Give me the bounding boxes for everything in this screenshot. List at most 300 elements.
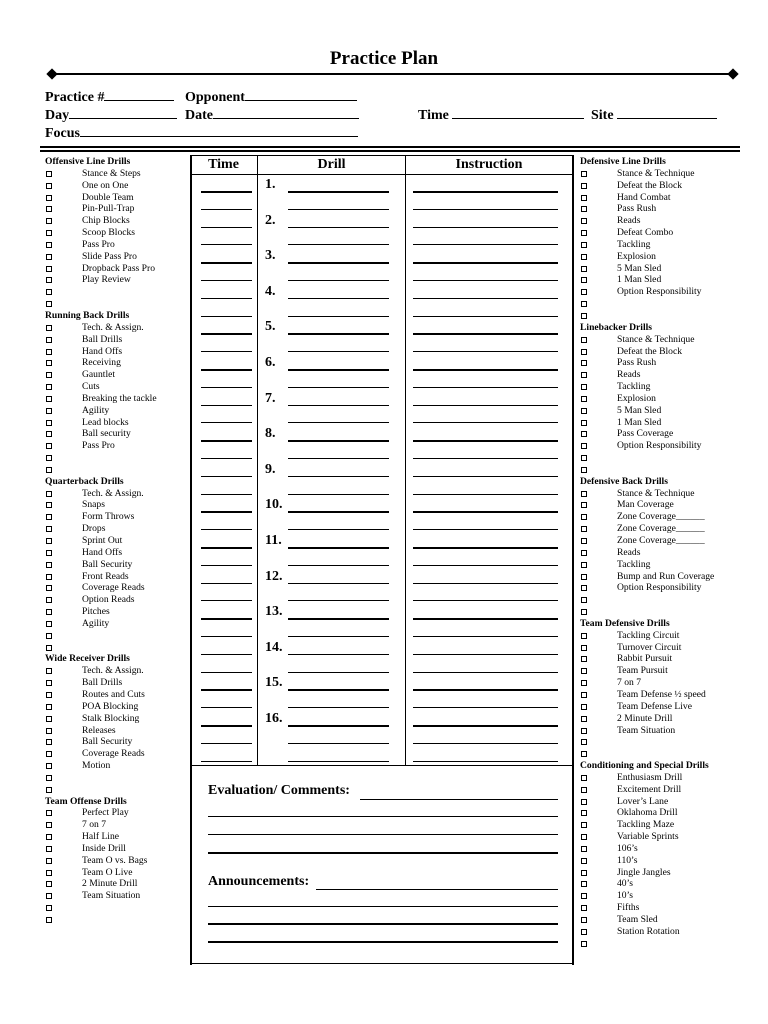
drill-checklist-item[interactable] — [580, 665, 740, 677]
checkbox-icon[interactable] — [46, 881, 52, 887]
checkbox-icon[interactable] — [46, 420, 52, 426]
drill-checklist-item[interactable] — [45, 784, 185, 796]
drill-checklist-item[interactable] — [580, 547, 740, 559]
drill-checklist-item[interactable] — [45, 381, 185, 393]
drill-checklist-item[interactable] — [580, 417, 740, 429]
checkbox-icon[interactable] — [46, 254, 52, 260]
drill-checklist-item[interactable] — [580, 819, 740, 831]
checkbox-icon[interactable] — [46, 242, 52, 248]
checkbox-icon[interactable] — [581, 858, 587, 864]
practice-number-field[interactable] — [45, 89, 174, 106]
drill-checklist-item[interactable] — [580, 725, 740, 737]
instruction-slot-line[interactable] — [413, 298, 558, 300]
checkbox-icon[interactable] — [581, 645, 587, 651]
drill-slot-line[interactable] — [288, 262, 389, 264]
drill-checklist-item[interactable] — [45, 855, 185, 867]
drill-slot-line[interactable] — [288, 405, 389, 407]
slot-line[interactable] — [201, 761, 252, 763]
drill-checklist-item[interactable] — [45, 428, 185, 440]
instruction-slot-line[interactable] — [413, 725, 558, 727]
checkbox-icon[interactable] — [581, 538, 587, 544]
checkbox-icon[interactable] — [581, 656, 587, 662]
drill-slot-line[interactable] — [288, 494, 389, 495]
drill-slot-line[interactable] — [288, 600, 389, 601]
checkbox-icon[interactable] — [581, 550, 587, 556]
drill-checklist-item[interactable] — [45, 890, 185, 902]
drill-checklist-item[interactable] — [45, 405, 185, 417]
instruction-slot-line[interactable] — [413, 422, 558, 423]
drill-checklist-item[interactable] — [580, 677, 740, 689]
checkbox-icon[interactable] — [46, 325, 52, 331]
time-slot-line[interactable] — [201, 440, 252, 442]
checkbox-icon[interactable] — [581, 775, 587, 781]
instruction-slot-line[interactable] — [413, 583, 558, 585]
drill-checklist-item[interactable] — [580, 748, 740, 760]
time-slot-line[interactable] — [201, 227, 252, 229]
drill-checklist-item[interactable] — [580, 168, 740, 180]
checkbox-icon[interactable] — [581, 716, 587, 722]
drill-checklist-item[interactable] — [45, 819, 185, 831]
drill-checklist-item[interactable] — [580, 535, 740, 547]
drill-checklist-item[interactable] — [580, 582, 740, 594]
checkbox-icon[interactable] — [581, 408, 587, 414]
drill-slot-line[interactable] — [288, 565, 389, 566]
checkbox-icon[interactable] — [581, 668, 587, 674]
time-slot-line[interactable] — [201, 405, 252, 407]
checkbox-icon[interactable] — [46, 716, 52, 722]
drill-checklist-item[interactable] — [580, 381, 740, 393]
checkbox-icon[interactable] — [46, 266, 52, 272]
drill-checklist-item[interactable] — [580, 357, 740, 369]
drill-checklist-item[interactable] — [580, 203, 740, 215]
drill-checklist-item[interactable] — [580, 440, 740, 452]
drill-checklist-item[interactable] — [45, 263, 185, 275]
instruction-slot-line[interactable] — [413, 511, 558, 513]
time-slot-line[interactable] — [201, 458, 252, 459]
instruction-slot-line[interactable] — [413, 672, 558, 673]
drill-checklist-item[interactable] — [580, 488, 740, 500]
drill-checklist-item[interactable] — [45, 346, 185, 358]
checkbox-icon[interactable] — [581, 514, 587, 520]
drill-checklist-item[interactable] — [45, 511, 185, 523]
checkbox-icon[interactable] — [46, 550, 52, 556]
checkbox-icon[interactable] — [46, 751, 52, 757]
drill-checklist-item[interactable] — [45, 725, 185, 737]
checkbox-icon[interactable] — [46, 846, 52, 852]
checkbox-icon[interactable] — [581, 526, 587, 532]
checkbox-icon[interactable] — [581, 941, 587, 947]
drill-checklist-item[interactable] — [580, 594, 740, 606]
drill-checklist-item[interactable] — [45, 239, 185, 251]
time-slot-line[interactable] — [201, 280, 252, 281]
checkbox-icon[interactable] — [46, 680, 52, 686]
drill-checklist-item[interactable] — [580, 464, 740, 476]
checkbox-icon[interactable] — [46, 467, 52, 473]
checkbox-icon[interactable] — [46, 739, 52, 745]
checkbox-icon[interactable] — [46, 277, 52, 283]
drill-checklist-item[interactable] — [580, 878, 740, 890]
drill-checklist-item[interactable] — [580, 452, 740, 464]
checkbox-icon[interactable] — [46, 384, 52, 390]
drill-checklist-item[interactable] — [45, 547, 185, 559]
checkbox-icon[interactable] — [581, 420, 587, 426]
announcements-line-1[interactable] — [208, 906, 558, 907]
checkbox-icon[interactable] — [581, 360, 587, 366]
instruction-slot-line[interactable] — [413, 618, 558, 620]
checkbox-icon[interactable] — [581, 502, 587, 508]
instruction-slot-line[interactable] — [413, 227, 558, 229]
instruction-slot-line[interactable] — [413, 244, 558, 245]
instruction-slot-line[interactable] — [413, 369, 558, 371]
drill-checklist-item[interactable] — [45, 334, 185, 346]
drill-checklist-item[interactable] — [580, 890, 740, 902]
opponent-field[interactable] — [185, 89, 357, 106]
drill-checklist-item[interactable] — [580, 346, 740, 358]
checkbox-icon[interactable] — [46, 692, 52, 698]
drill-slot-line[interactable] — [288, 458, 389, 459]
checkbox-icon[interactable] — [581, 870, 587, 876]
checkbox-icon[interactable] — [46, 858, 52, 864]
drill-checklist-item[interactable] — [580, 298, 740, 310]
checkbox-icon[interactable] — [46, 514, 52, 520]
checkbox-icon[interactable] — [581, 799, 587, 805]
checkbox-icon[interactable] — [581, 810, 587, 816]
time-slot-line[interactable] — [201, 422, 252, 423]
drill-checklist-item[interactable] — [580, 405, 740, 417]
drill-checklist-item[interactable] — [580, 180, 740, 192]
drill-slot-line[interactable] — [288, 191, 389, 193]
drill-checklist-item[interactable] — [45, 701, 185, 713]
time-slot-line[interactable] — [201, 494, 252, 495]
checkbox-icon[interactable] — [46, 597, 52, 603]
checkbox-icon[interactable] — [46, 870, 52, 876]
drill-checklist-item[interactable] — [580, 215, 740, 227]
slot-line[interactable] — [413, 761, 558, 763]
drill-checklist-item[interactable] — [45, 227, 185, 239]
drill-checklist-item[interactable] — [580, 192, 740, 204]
evaluation-line-2[interactable] — [208, 834, 558, 835]
drill-slot-line[interactable] — [288, 209, 389, 210]
drill-checklist-item[interactable] — [580, 511, 740, 523]
checkbox-icon[interactable] — [581, 787, 587, 793]
evaluation-line-0[interactable] — [360, 799, 558, 800]
instruction-slot-line[interactable] — [413, 547, 558, 549]
time-slot-line[interactable] — [201, 689, 252, 691]
checkbox-icon[interactable] — [46, 574, 52, 580]
checkbox-icon[interactable] — [581, 266, 587, 272]
checkbox-icon[interactable] — [46, 775, 52, 781]
drill-slot-line[interactable] — [288, 440, 389, 442]
drill-checklist-item[interactable] — [580, 784, 740, 796]
checkbox-icon[interactable] — [581, 171, 587, 177]
checkbox-icon[interactable] — [46, 562, 52, 568]
checkbox-icon[interactable] — [581, 349, 587, 355]
date-field[interactable] — [185, 107, 359, 124]
checkbox-icon[interactable] — [581, 905, 587, 911]
drill-slot-line[interactable] — [288, 583, 389, 585]
drill-checklist-item[interactable] — [580, 642, 740, 654]
checkbox-icon[interactable] — [46, 289, 52, 295]
drill-checklist-item[interactable] — [580, 867, 740, 879]
drill-slot-line[interactable] — [288, 689, 389, 691]
instruction-slot-line[interactable] — [413, 191, 558, 193]
checkbox-icon[interactable] — [581, 491, 587, 497]
drill-checklist-item[interactable] — [45, 523, 185, 535]
drill-checklist-item[interactable] — [45, 736, 185, 748]
drill-checklist-item[interactable] — [45, 677, 185, 689]
time-slot-line[interactable] — [201, 672, 252, 673]
drill-checklist-item[interactable] — [45, 168, 185, 180]
checkbox-icon[interactable] — [46, 668, 52, 674]
checkbox-icon[interactable] — [581, 881, 587, 887]
drill-checklist-item[interactable] — [45, 902, 185, 914]
checkbox-icon[interactable] — [581, 455, 587, 461]
instruction-slot-line[interactable] — [413, 529, 558, 530]
checkbox-icon[interactable] — [46, 704, 52, 710]
drill-checklist-item[interactable] — [580, 393, 740, 405]
checkbox-icon[interactable] — [46, 763, 52, 769]
instruction-slot-line[interactable] — [413, 707, 558, 708]
checkbox-icon[interactable] — [46, 349, 52, 355]
checkbox-icon[interactable] — [581, 195, 587, 201]
checkbox-icon[interactable] — [46, 645, 52, 651]
checkbox-icon[interactable] — [581, 633, 587, 639]
checkbox-icon[interactable] — [581, 917, 587, 923]
time-slot-line[interactable] — [201, 298, 252, 300]
checkbox-icon[interactable] — [46, 408, 52, 414]
time-slot-line[interactable] — [201, 316, 252, 317]
drill-slot-line[interactable] — [288, 316, 389, 317]
instruction-slot-line[interactable] — [413, 458, 558, 459]
drill-checklist-item[interactable] — [580, 926, 740, 938]
checkbox-icon[interactable] — [581, 562, 587, 568]
drill-checklist-item[interactable] — [45, 807, 185, 819]
drill-checklist-item[interactable] — [45, 499, 185, 511]
instruction-slot-line[interactable] — [413, 743, 558, 744]
checkbox-icon[interactable] — [581, 680, 587, 686]
drill-slot-line[interactable] — [288, 369, 389, 371]
checkbox-icon[interactable] — [46, 810, 52, 816]
drill-checklist-item[interactable] — [580, 263, 740, 275]
drill-checklist-item[interactable] — [45, 215, 185, 227]
drill-checklist-item[interactable] — [45, 630, 185, 642]
drill-checklist-item[interactable] — [580, 274, 740, 286]
drill-checklist-item[interactable] — [45, 274, 185, 286]
drill-checklist-item[interactable] — [45, 464, 185, 476]
drill-checklist-item[interactable] — [580, 630, 740, 642]
time-slot-line[interactable] — [201, 654, 252, 656]
drill-checklist-item[interactable] — [45, 689, 185, 701]
drill-checklist-item[interactable] — [45, 831, 185, 843]
drill-checklist-item[interactable] — [580, 523, 740, 535]
checkbox-icon[interactable] — [581, 289, 587, 295]
drill-checklist-item[interactable] — [45, 488, 185, 500]
time-slot-line[interactable] — [201, 262, 252, 264]
checkbox-icon[interactable] — [46, 822, 52, 828]
drill-checklist-item[interactable] — [45, 914, 185, 926]
drill-checklist-item[interactable] — [580, 310, 740, 322]
checkbox-icon[interactable] — [46, 183, 52, 189]
drill-checklist-item[interactable] — [45, 535, 185, 547]
drill-checklist-item[interactable] — [45, 322, 185, 334]
instruction-slot-line[interactable] — [413, 440, 558, 442]
time-slot-line[interactable] — [201, 636, 252, 637]
instruction-slot-line[interactable] — [413, 387, 558, 388]
checkbox-icon[interactable] — [581, 301, 587, 307]
checkbox-icon[interactable] — [46, 787, 52, 793]
checkbox-icon[interactable] — [581, 337, 587, 343]
drill-slot-line[interactable] — [288, 547, 389, 549]
slot-line[interactable] — [288, 761, 389, 763]
focus-field[interactable] — [45, 125, 358, 142]
announcements-line-2[interactable] — [208, 923, 558, 925]
checkbox-icon[interactable] — [46, 372, 52, 378]
drill-checklist-item[interactable] — [45, 393, 185, 405]
drill-checklist-item[interactable] — [45, 665, 185, 677]
drill-checklist-item[interactable] — [580, 713, 740, 725]
drill-slot-line[interactable] — [288, 298, 389, 300]
checkbox-icon[interactable] — [581, 313, 587, 319]
checkbox-icon[interactable] — [46, 621, 52, 627]
checkbox-icon[interactable] — [46, 633, 52, 639]
time-slot-line[interactable] — [201, 600, 252, 601]
instruction-slot-line[interactable] — [413, 689, 558, 691]
drill-slot-line[interactable] — [288, 351, 389, 352]
drill-checklist-item[interactable] — [580, 239, 740, 251]
drill-checklist-item[interactable] — [580, 807, 740, 819]
checkbox-icon[interactable] — [46, 609, 52, 615]
drill-checklist-item[interactable] — [45, 440, 185, 452]
drill-slot-line[interactable] — [288, 422, 389, 423]
checkbox-icon[interactable] — [581, 692, 587, 698]
time-slot-line[interactable] — [201, 725, 252, 727]
checkbox-icon[interactable] — [46, 491, 52, 497]
drill-checklist-item[interactable] — [580, 689, 740, 701]
announcements-line-3[interactable] — [208, 941, 558, 943]
instruction-slot-line[interactable] — [413, 600, 558, 601]
drill-checklist-item[interactable] — [580, 428, 740, 440]
drill-checklist-item[interactable] — [45, 286, 185, 298]
drill-slot-line[interactable] — [288, 227, 389, 229]
time-slot-line[interactable] — [201, 707, 252, 708]
checkbox-icon[interactable] — [581, 597, 587, 603]
drill-checklist-item[interactable] — [45, 606, 185, 618]
drill-checklist-item[interactable] — [580, 653, 740, 665]
checkbox-icon[interactable] — [46, 301, 52, 307]
checkbox-icon[interactable] — [581, 751, 587, 757]
instruction-slot-line[interactable] — [413, 636, 558, 637]
checkbox-icon[interactable] — [581, 822, 587, 828]
drill-checklist-item[interactable] — [45, 251, 185, 263]
drill-checklist-item[interactable] — [45, 582, 185, 594]
time-slot-line[interactable] — [201, 209, 252, 210]
drill-checklist-item[interactable] — [580, 227, 740, 239]
drill-checklist-item[interactable] — [45, 772, 185, 784]
drill-checklist-item[interactable] — [580, 606, 740, 618]
instruction-slot-line[interactable] — [413, 654, 558, 656]
drill-slot-line[interactable] — [288, 476, 389, 478]
drill-slot-line[interactable] — [288, 636, 389, 637]
checkbox-icon[interactable] — [581, 206, 587, 212]
checkbox-icon[interactable] — [581, 443, 587, 449]
checkbox-icon[interactable] — [581, 609, 587, 615]
drill-checklist-item[interactable] — [45, 357, 185, 369]
checkbox-icon[interactable] — [46, 431, 52, 437]
checkbox-icon[interactable] — [581, 183, 587, 189]
checkbox-icon[interactable] — [46, 834, 52, 840]
drill-checklist-item[interactable] — [580, 914, 740, 926]
time-slot-line[interactable] — [201, 244, 252, 245]
checkbox-icon[interactable] — [581, 585, 587, 591]
drill-slot-line[interactable] — [288, 618, 389, 620]
checkbox-icon[interactable] — [581, 467, 587, 473]
drill-checklist-item[interactable] — [45, 298, 185, 310]
checkbox-icon[interactable] — [581, 396, 587, 402]
drill-slot-line[interactable] — [288, 529, 389, 530]
drill-checklist-item[interactable] — [580, 571, 740, 583]
checkbox-icon[interactable] — [581, 929, 587, 935]
drill-checklist-item[interactable] — [580, 736, 740, 748]
checkbox-icon[interactable] — [581, 230, 587, 236]
instruction-slot-line[interactable] — [413, 316, 558, 317]
checkbox-icon[interactable] — [581, 218, 587, 224]
drill-slot-line[interactable] — [288, 743, 389, 744]
checkbox-icon[interactable] — [581, 893, 587, 899]
checkbox-icon[interactable] — [46, 195, 52, 201]
checkbox-icon[interactable] — [46, 585, 52, 591]
drill-checklist-item[interactable] — [45, 594, 185, 606]
drill-checklist-item[interactable] — [45, 180, 185, 192]
site-field[interactable] — [591, 107, 717, 124]
checkbox-icon[interactable] — [46, 893, 52, 899]
checkbox-icon[interactable] — [581, 254, 587, 260]
drill-checklist-item[interactable] — [580, 796, 740, 808]
drill-checklist-item[interactable] — [45, 203, 185, 215]
drill-slot-line[interactable] — [288, 725, 389, 727]
drill-checklist-item[interactable] — [45, 618, 185, 630]
checkbox-icon[interactable] — [581, 834, 587, 840]
drill-checklist-item[interactable] — [580, 902, 740, 914]
checkbox-icon[interactable] — [46, 171, 52, 177]
drill-checklist-item[interactable] — [580, 334, 740, 346]
drill-slot-line[interactable] — [288, 387, 389, 388]
drill-checklist-item[interactable] — [580, 855, 740, 867]
drill-slot-line[interactable] — [288, 654, 389, 656]
checkbox-icon[interactable] — [46, 337, 52, 343]
time-slot-line[interactable] — [201, 529, 252, 530]
drill-checklist-item[interactable] — [580, 938, 740, 950]
time-slot-line[interactable] — [201, 476, 252, 478]
checkbox-icon[interactable] — [581, 242, 587, 248]
time-slot-line[interactable] — [201, 333, 252, 335]
drill-slot-line[interactable] — [288, 333, 389, 335]
drill-checklist-item[interactable] — [580, 499, 740, 511]
checkbox-icon[interactable] — [581, 372, 587, 378]
checkbox-icon[interactable] — [46, 455, 52, 461]
checkbox-icon[interactable] — [46, 502, 52, 508]
drill-checklist-item[interactable] — [45, 713, 185, 725]
instruction-slot-line[interactable] — [413, 280, 558, 281]
checkbox-icon[interactable] — [581, 574, 587, 580]
checkbox-icon[interactable] — [46, 443, 52, 449]
drill-checklist-item[interactable] — [580, 251, 740, 263]
drill-slot-line[interactable] — [288, 280, 389, 281]
drill-checklist-item[interactable] — [580, 286, 740, 298]
instruction-slot-line[interactable] — [413, 476, 558, 478]
drill-checklist-item[interactable] — [580, 369, 740, 381]
checkbox-icon[interactable] — [46, 396, 52, 402]
drill-checklist-item[interactable] — [45, 760, 185, 772]
